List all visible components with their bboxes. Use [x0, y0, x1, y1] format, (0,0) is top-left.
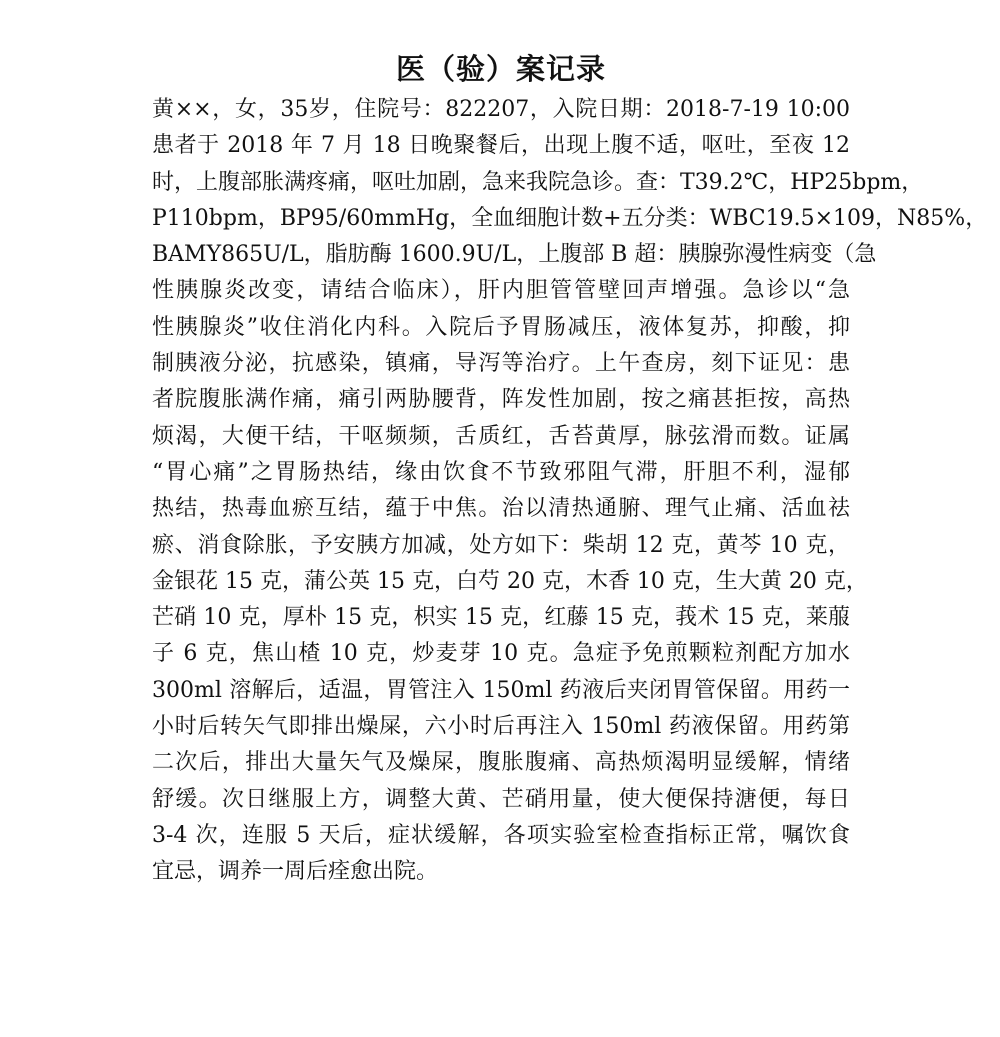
text-line: 时，上腹部胀满疼痛，呕吐加剧，急来我院急诊。查：T39.2℃，HP25bpm， — [152, 169, 924, 195]
text-line: 瘀、消食除胀，予安胰方加减，处方如下：柴胡 12 克，黄芩 10 克， — [152, 532, 850, 558]
text-line: 性胰腺炎”收住消化内科。入院后予胃肠减压，液体复苏，抑酸，抑 — [152, 314, 850, 340]
text-line: “胃心痛”之胃肠热结，缘由饮食不节致邪阻气滞，肝胆不利，湿郁 — [152, 459, 850, 485]
text-line: 小时后转矢气即排出燥屎，六小时后再注入 150ml 药液保留。用药第 — [152, 714, 850, 740]
document-title: 医（验）案记录 — [395, 52, 606, 86]
text-line: P110bpm，BP95/60mmHg，全血细胞计数+五分类：WBC19.5×109，N85%， — [152, 205, 988, 231]
text-line: 子 6 克，焦山楂 10 克，炒麦芽 10 克。急症予免煎颗粒剂配方加水 — [152, 641, 850, 667]
text-line: 制胰液分泌，抗感染，镇痛，导泻等治疗。上午查房，刻下证见：患 — [152, 351, 850, 377]
text-line: 患者于 2018 年 7 月 18 日晚聚餐后，出现上腹不适，呕吐，至夜 12 — [152, 133, 850, 159]
text-line: 舒缓。次日继服上方，调整大黄、芒硝用量，使大便保持溏便，每日 — [152, 786, 850, 812]
text-line: BAMY865U/L，脂肪酶 1600.9U/L，上腹部 B 超：胰腺弥漫性病变（急 — [152, 242, 877, 268]
text-line: 3-4 次，连服 5 天后，症状缓解，各项实验室检查指标正常，嘱饮食 — [152, 822, 850, 848]
text-line-final: 宜忌，调养一周后痊愈出院。 — [152, 859, 439, 885]
text-line: 金银花 15 克，蒲公英 15 克，白芍 20 克，木香 10 克，生大黄 20 克， — [152, 568, 868, 594]
text-line: 二次后，排出大量矢气及燥屎，腹胀腹痛、高热烦渴明显缓解，情绪 — [152, 750, 850, 776]
text-line: 烦渴，大便干结，干呕频频，舌质红，舌苔黄厚，脉弦滑而数。证属 — [152, 423, 850, 449]
document-body — [152, 92, 988, 891]
medical-case-record — [152, 46, 988, 891]
text-line: 300ml 溶解后，适温，胃管注入 150ml 药液后夹闭胃管保留。用药一 — [152, 677, 850, 703]
text-line: 芒硝 10 克，厚朴 15 克，枳实 15 克，红藤 15 克，莪术 15 克，莱菔 — [152, 605, 850, 631]
text-line-patient-info: 黄××，女，35岁，住院号：822207，入院日期：2018-7-19 10:00 — [152, 97, 850, 122]
text-line: 热结，热毒血瘀互结，蕴于中焦。治以清热通腑、理气止痛、活血祛 — [152, 496, 850, 522]
text-line: 者脘腹胀满作痛，痛引两胁腰背，阵发性加剧，按之痛甚拒按，高热 — [152, 387, 850, 413]
text-line: 性胰腺炎改变，请结合临床），肝内胆管管壁回声增强。急诊以“急 — [152, 278, 850, 304]
